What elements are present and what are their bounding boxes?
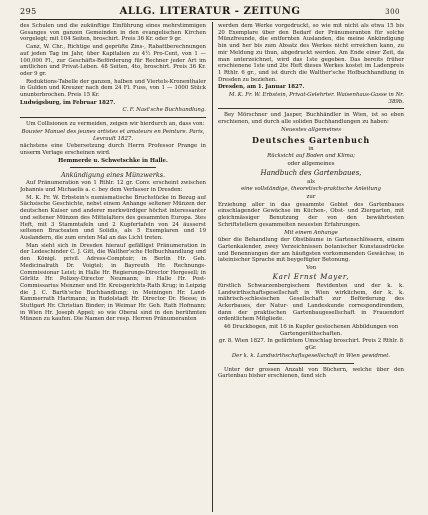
paragraph: 46 Druckbogen, mit 16 in Kupfer gestochenen Abbildungen von Gartengeräthschaften. — [223, 324, 399, 337]
place-date: Ludwigsburg, im Februar 1827. — [20, 99, 116, 106]
paragraph: M. K. Fr. W. Erbstein's numismatische Bruchstücke in Bezug auf Sächsische Geschichte, nebst einem Anhange seltener Münzen der deutschen Kaiser und anderer merkwürdiger höchst interessanter und seltener Münzen des Mittelalters des gesammten Europa. 3tes Heft, mit 3 Stammtafeln und 2 Kupfertafeln von 24 äusserst seltenen Bracteaten und Solidis, als 5 Exemplaren und 19 Auslandern, die zum ersten Mal an das Licht treten. — [20, 194, 206, 241]
book-title-line: in — [308, 145, 314, 152]
page-number-left: 295 — [20, 7, 37, 16]
book-title-line: oder allgemeines — [287, 160, 335, 167]
paragraph: Canz, W. Chr., Richtige und geprüfte Zins-, Rabattberechnungen auf jeden Tag im Jahr, über Kapitalien zu 4½ Pro-Cent, von 1 — 100,000 Fl., zur Geschäfts-Beförderung für Rechner jeder Art im amtlichen und Privat-Leben. 48 Seiten, 4to, broschirt. Preis 36 Kr. oder 9 gr. — [20, 44, 206, 77]
book-title-line: zur — [306, 194, 316, 201]
publisher-signature: Hemmerde u. Schwetschke in Halle. — [58, 157, 168, 164]
author-name: Karl Ernst Mayer, — [272, 272, 350, 281]
paragraph: Erziehung aller in das gesammte Gebiet des Gartenbaues einschlagender Gewächse im Küchen-, Obst- und Ziergarten, mit gleichmässiger Benutzung der von den bewährtesten Schriftstellern gesammelten neuesten Erfahrungen. — [218, 201, 404, 228]
page-number-right: 300 — [385, 8, 400, 16]
journal-title: ALLG. LITERATUR - ZEITUNG — [119, 6, 301, 17]
paragraph: Unter der grossen Anzahl von Büchern, welche über den Gartenbau bisher erschienen, fand sich — [218, 366, 404, 380]
price-line: gr. 8. Wien 1827. In gefärbtem Umschlag broschirt. Preis 2 Rthlr. 8 gGr. — [218, 338, 404, 352]
book-title-line: Rücksicht auf Boden und Klima; — [267, 153, 355, 160]
book-title: Bouvier Manuel des jeunes artistes et amateurs en Peinture. Paris, Levrault 1827. — [21, 128, 205, 142]
book-title-sub: Handbuch des Gartenbaues, — [260, 168, 362, 177]
paragraph: Um Collisionen zu vermeiden, zeigen wir hierdurch an, dass von: — [26, 121, 205, 128]
paragraph: des Schulen und die zukünftige Einführung eines mehrstimmigen Gesanges von ganzen Gemeinden in den evangelischen Kirchen vorgelegt; mit 104 Seiten, broschirt. Preis 36 Kr. oder 9 gr. — [20, 23, 206, 43]
separator — [70, 167, 156, 168]
by-line: Von — [305, 265, 317, 272]
dedication: Der k. k. Landwirthschaftsgesellschaft in Wien gewidmet. — [231, 352, 391, 359]
column-divider — [212, 22, 213, 512]
paragraph: Auf Pränumeration von 1 Rthlr. 12 gr. Conv. erscheint zwischen Johannis und Michaelis a. c. bey dem Verfasser in Dresden: — [20, 180, 206, 194]
separator — [268, 363, 354, 364]
publisher-signature: C. F. Nast'sche Buchhandlung. — [122, 107, 206, 114]
separator — [20, 117, 206, 118]
paragraph: fürstlich Schwarzenbergischem Revidenten und der k. k. Landwirthschaftsgesellschaft in Wien wirklichem, der k. k. mährisch-schlesischen Gesellschaft zur Beförderung des Ackerbaues, der Natur- und Landeskunde correspondirendem, dann der praktischen Gartenbaugesellschaft in Frauendorf ordentlichem Mitgliede. — [218, 282, 404, 323]
page-header — [20, 5, 400, 20]
left-column — [20, 23, 206, 513]
place-date: Dresden, am 1. Januar 1827. — [218, 84, 305, 91]
paragraph: über die Behandlung der Obstbäume in Gartenschlössern, einem Gartenkalender, zwey Verzeichnissen botanischer Kunstausdrücke und Benennungen der am häufigsten vorkommenden Gewächse, in lateinischer Sprache mit beygefügter Betonung. — [218, 237, 404, 264]
paragraph: Bey Mörschner und Jasper, Buchhändler in Wien, ist so eben erschienen, und durch alle soliden Buchhandlungen zu haben: — [218, 112, 404, 126]
right-column — [218, 23, 404, 513]
paragraph: Man sieht sich in Dresden hierauf gefälligst Pränumeration in der Ledeschinder C. J. Gitt, die Walther'sche Hofbuchhandlung und den Königl. privil. Adress-Comptoir; in Berlin Hr. Geh. Medicinalrath Dr. Voigtel; in Bayreuth Hr. Rechnungs-Commissionar Leist; in Halle Hr. Regierungs-Director Hergesell; in Görlitz Hr. Polizey-Director Neumann; in Halle Hr. Post-Commissarius Menzner und Hr. Kreisgerichts-Rath Krug; in Leipzig die J. C. Barth'sche Buchhandlung; in Meiningen Hr. Land-Kammerrath Hartmann; in Rudolstadt Hr. Director Dr. Hesse; in Stuttgart Hr. Christian Binder; in Weimar Hr. Geh. Rath Hofmann; in Wien Hr. Joseph Appel; so wie Oberal sind in den berühmten Münzen zu kaufen. Die Namen der resp. Herren Pränumeranten — [20, 242, 206, 323]
book-title-main: Deutsches Gartenbuch — [251, 134, 371, 145]
appendix-heading: Mit einem Anhange — [284, 229, 338, 236]
author-signature: M. K. Fr. W. Erbstein, Privat-Gelehrter. Waisenhaus-Gasse in Nr. 389b. — [228, 92, 404, 105]
book-title-line: Neuestes allgemeines — [281, 126, 341, 133]
separator — [218, 108, 404, 109]
paragraph: Reduktions-Tabelle der ganzen, halben und Viertels-Kronenthaler in Gulden und Kreuzer nach dem 24 Fl. Fuss, von 1 — 1000 Stück ununterbrochen. Preis 15 Kr. — [20, 78, 206, 99]
book-title-line: eine vollständige, theoretisch-praktische Anleitung — [241, 186, 381, 193]
paragraph: werden dem Werke vorgedruckt, so wie mit nicht als etwa 15 bis 20 Exemplare über den Bedarf der Pränumeranten für solche Münzfreunde, die entfernten Auslanden, die meine Ankündigung hin und her bis zum Absatz des Werkes nicht erreichen kann, zu mir Meldung zu thun, abgedruckt werden. Am Ende einer Zeit, da man unterzeichnet, wird das 1ste gegeben. Das bereits früher erschienene 1ste und 2te Heft dieses Werkes kostet im Ladenpreis 1 Rthlr. 6 gr., und ist durch die Walther'sche Hofbuchhandlung in Dresden zu beziehen. — [218, 23, 404, 83]
book-title-line: als — [307, 178, 315, 185]
paragraph: nächstens eine Uebersetzung durch Herrn Professor Prange in unserm Verlage erscheinen wird. — [20, 143, 206, 156]
section-heading: Ankündigung eines Münzwerks. — [60, 171, 166, 180]
